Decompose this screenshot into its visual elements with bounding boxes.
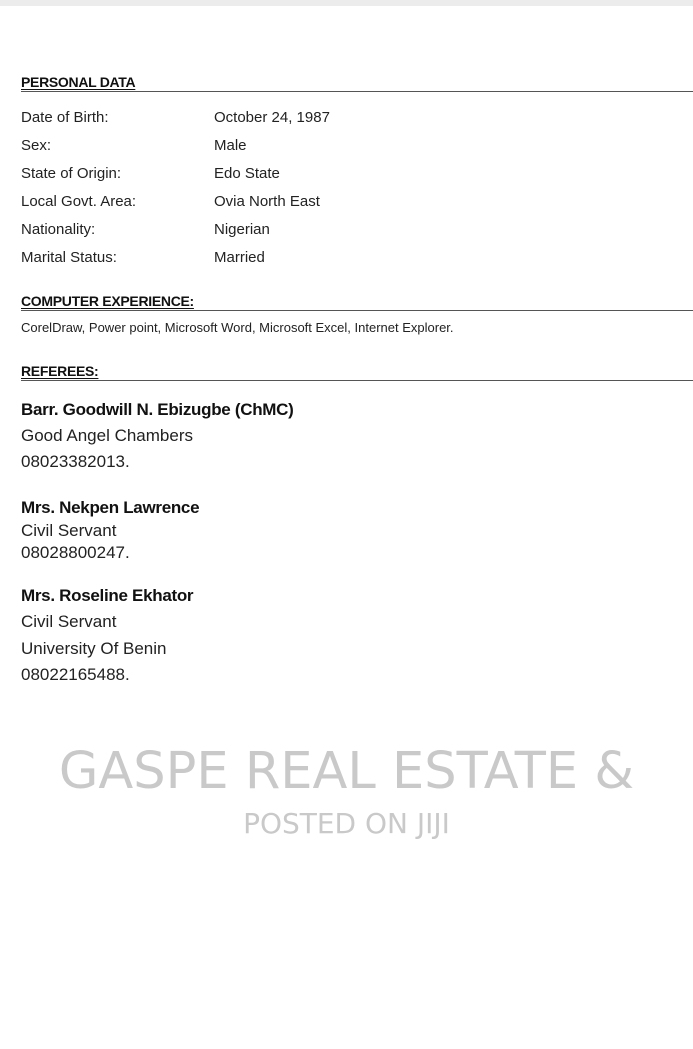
referee-3-line-1: Civil Servant bbox=[21, 612, 117, 631]
nationality-label: Nationality: bbox=[21, 221, 96, 238]
personal-data-heading bbox=[21, 73, 693, 92]
dob-value: October 24, 1987 bbox=[214, 109, 330, 126]
state-value: Edo State bbox=[214, 165, 280, 182]
computer-experience-heading bbox=[21, 292, 693, 311]
marital-label: Marital Status: bbox=[21, 249, 117, 266]
referee-2-name: Mrs. Nekpen Lawrence bbox=[21, 498, 200, 517]
personal-data-heading-text: PERSONAL DATA bbox=[21, 74, 136, 90]
nationality-value: Nigerian bbox=[214, 221, 270, 238]
referee-3-name: Mrs. Roseline Ekhator bbox=[21, 586, 194, 605]
lga-value: Ovia North East bbox=[214, 193, 320, 210]
referee-1-name: Barr. Goodwill N. Ebizugbe (ChMC) bbox=[21, 400, 294, 419]
referees-heading bbox=[21, 362, 693, 381]
sex-value: Male bbox=[214, 137, 247, 154]
lga-label: Local Govt. Area: bbox=[21, 193, 137, 210]
referee-2-line-2: 08028800247. bbox=[21, 543, 130, 562]
referee-3-line-3: 08022165488. bbox=[21, 665, 130, 684]
referee-1-line-2: 08023382013. bbox=[21, 452, 130, 471]
dob-label: Date of Birth: bbox=[21, 109, 109, 126]
watermark-line-2: POSTED ON JIJI bbox=[243, 807, 450, 840]
computer-experience-text: CorelDraw, Power point, Microsoft Word, Microsoft Excel, Internet Explorer. bbox=[21, 320, 454, 335]
referee-1-line-1: Good Angel Chambers bbox=[21, 426, 193, 445]
state-label: State of Origin: bbox=[21, 165, 122, 182]
referees-heading-text: REFEREES: bbox=[21, 363, 99, 379]
computer-experience-heading-text: COMPUTER EXPERIENCE: bbox=[21, 293, 194, 309]
marital-value: Married bbox=[214, 249, 265, 266]
sex-label: Sex: bbox=[21, 137, 52, 154]
watermark-line-1: GASPE REAL ESTATE & bbox=[58, 742, 635, 801]
referee-2-line-1: Civil Servant bbox=[21, 521, 117, 540]
referee-3-line-2: University Of Benin bbox=[21, 639, 167, 658]
top-bar bbox=[0, 0, 693, 6]
